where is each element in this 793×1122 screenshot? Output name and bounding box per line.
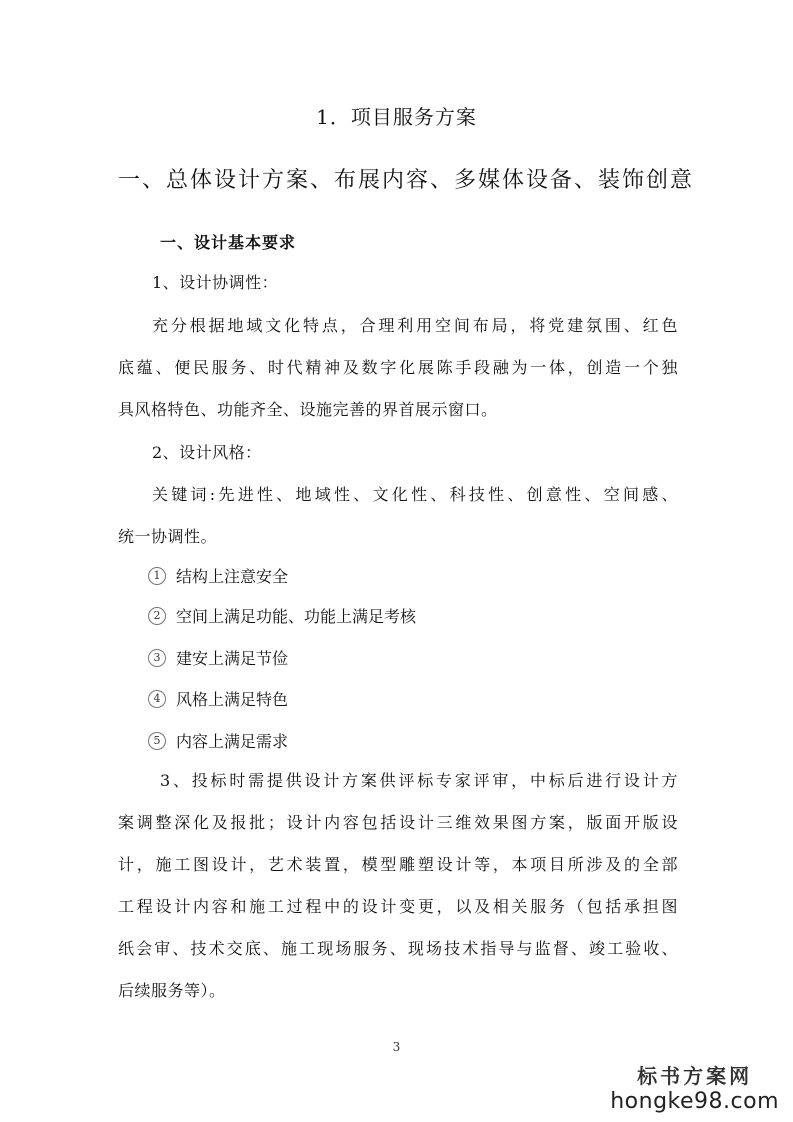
paragraph-line: 充分根据地域文化特点，合理利用空间布局，将党建氛围、红色	[152, 316, 678, 335]
paragraph-line: 底蕴、便民服务、时代精神及数字化展陈手段融为一体，创造一个独	[118, 358, 678, 377]
paragraph-line: 具风格特色、功能齐全、设施完善的界首展示窗口。	[118, 400, 498, 419]
list-number: 1	[148, 567, 166, 585]
list-number: 4	[148, 690, 166, 708]
paragraph-line: 统一协调性。	[118, 527, 218, 546]
watermark-url: hongke98.com	[610, 1089, 779, 1114]
list-number: 3	[148, 649, 166, 667]
paragraph-line: 后续服务等）。	[118, 981, 226, 1000]
list-item-text: 建安上满足节俭	[176, 649, 289, 668]
list-item	[148, 604, 416, 627]
list-item-text: 空间上满足功能、功能上满足考核	[176, 607, 417, 626]
list-item	[148, 729, 288, 752]
list-item-text: 内容上满足需求	[176, 732, 289, 751]
list-item	[148, 646, 288, 669]
paragraph-line: 工程设计内容和施工过程中的设计变更，以及相关服务（包括承担图	[118, 897, 678, 916]
sec1-title: 1、设计协调性：	[152, 273, 279, 292]
paragraph-line: 纸会审、技术交底、施工现场服务、现场技术指导与监督、竣工验收、	[118, 939, 678, 958]
paragraph-line: 关键词:先进性、地域性、文化性、科技性、创意性、空间感、	[152, 485, 678, 504]
watermark	[610, 1060, 779, 1114]
paragraph-line: 案调整深化及报批；设计内容包括设计三维效果图方案，版面开版设	[118, 813, 678, 832]
watermark-name: 标书方案网	[637, 1064, 753, 1088]
list-item-text: 风格上满足特色	[176, 690, 289, 709]
list-item-text: 结构上注意安全	[176, 567, 289, 586]
document-title: 1．项目服务方案	[316, 105, 477, 129]
paragraph-line: 计，施工图设计，艺术装置，模型雕塑设计等，本项目所涉及的全部	[118, 855, 678, 874]
section-heading: 一、总体设计方案、布展内容、多媒体设备、装饰创意	[118, 168, 695, 193]
subsection-heading: 一、设计基本要求	[160, 233, 297, 252]
list-number: 2	[148, 607, 166, 625]
sec2-title: 2、设计风格：	[152, 443, 262, 462]
page-number: 3	[392, 1040, 401, 1054]
paragraph-line: 3、投标时需提供设计方案供评标专家评审，中标后进行设计方	[160, 771, 678, 790]
list-item	[148, 564, 288, 587]
list-item	[148, 687, 288, 710]
list-number: 5	[148, 732, 166, 750]
